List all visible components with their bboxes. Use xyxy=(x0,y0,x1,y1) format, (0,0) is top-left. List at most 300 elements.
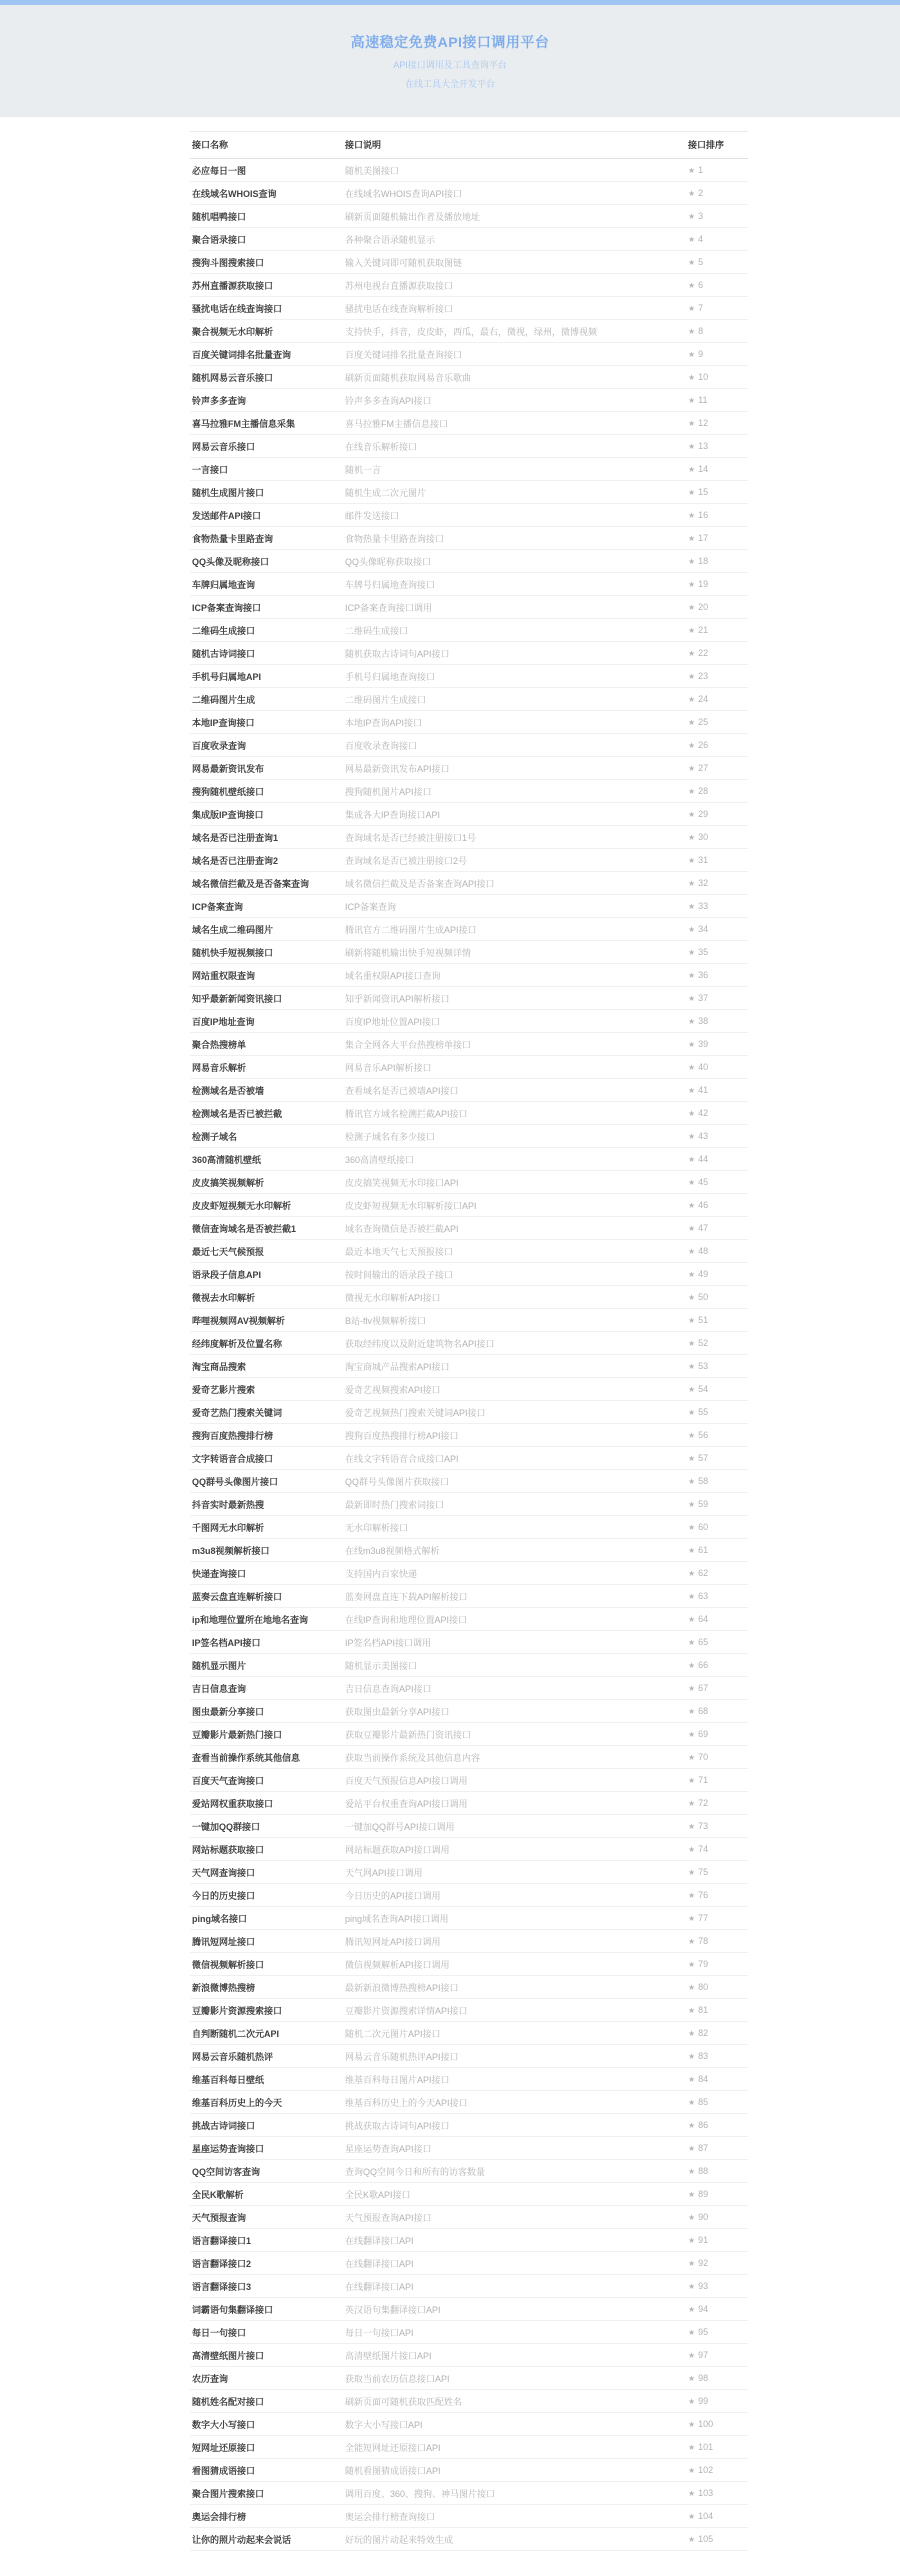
order-number: 74 xyxy=(698,1844,709,1854)
api-name-link[interactable]: 维基百科每日壁纸 xyxy=(192,2074,265,2085)
api-description: QQ头像昵称获取接口 xyxy=(345,556,432,567)
table-row xyxy=(190,987,748,1010)
api-name-link[interactable]: 千图网无水印解析 xyxy=(192,1522,265,1533)
api-description: 随机看图猜成语接口API xyxy=(345,2465,441,2476)
api-name-link[interactable]: 域名是否已注册查询1 xyxy=(192,832,279,843)
star-icon: ★ xyxy=(688,878,696,888)
api-order xyxy=(688,556,746,566)
api-name-link[interactable]: 一言接口 xyxy=(192,464,229,475)
api-name-link[interactable]: 爱站网权重获取接口 xyxy=(192,1798,274,1809)
star-icon: ★ xyxy=(688,395,696,405)
api-description: 皮皮搞笑视频无水印接口API xyxy=(345,1177,459,1188)
api-name-link[interactable]: m3u8视频解析接口 xyxy=(192,1545,270,1556)
api-name-link[interactable]: 抖音实时最新热搜 xyxy=(192,1499,265,1510)
api-name-link[interactable]: 网易云音乐随机热评 xyxy=(192,2051,274,2062)
api-order xyxy=(688,855,746,865)
api-description: 每日一句接口API xyxy=(345,2327,414,2338)
table-row xyxy=(190,1079,748,1102)
api-name-link[interactable]: 检测域名是否已被拦截 xyxy=(192,1108,283,1119)
star-icon: ★ xyxy=(688,786,696,796)
api-description: 天气预报查询API接口 xyxy=(345,2212,432,2223)
star-icon: ★ xyxy=(688,2373,696,2383)
api-name-link[interactable]: 全民K歌解析 xyxy=(192,2189,244,2200)
api-name-link[interactable]: 网站标题获取接口 xyxy=(192,1844,265,1855)
api-name-link[interactable]: 微信视频解析接口 xyxy=(192,1959,265,1970)
api-name-link[interactable]: 快递查询接口 xyxy=(192,1568,247,1579)
order-number: 105 xyxy=(698,2534,714,2544)
api-name-link[interactable]: 农历查询 xyxy=(192,2373,229,2384)
order-number: 60 xyxy=(698,1522,709,1532)
api-name-link[interactable]: 豆瓣影片资源搜索接口 xyxy=(192,2005,283,2016)
star-icon: ★ xyxy=(688,1867,696,1877)
api-name-link[interactable]: 最近七天气候预报 xyxy=(192,1246,265,1257)
star-icon: ★ xyxy=(688,2396,696,2406)
star-icon: ★ xyxy=(688,1016,696,1026)
order-number: 9 xyxy=(698,349,704,359)
table-row xyxy=(190,1884,748,1907)
api-name-link[interactable]: 每日一句接口 xyxy=(192,2327,247,2338)
order-number: 67 xyxy=(698,1683,709,1693)
api-name-link[interactable]: ip和地理位置所在地地名查询 xyxy=(192,1614,308,1625)
api-order xyxy=(688,533,746,543)
api-name-link[interactable]: 集成版IP查询接口 xyxy=(192,809,264,820)
api-order xyxy=(688,2534,746,2544)
table-row xyxy=(190,2390,748,2413)
api-name-link[interactable]: 皮皮搞笑视频解析 xyxy=(192,1177,265,1188)
api-order xyxy=(688,280,746,290)
table-row xyxy=(190,389,748,412)
api-order xyxy=(688,648,746,658)
order-number: 25 xyxy=(698,717,709,727)
api-description: 网易最新资讯发布API接口 xyxy=(345,763,450,774)
column-header-order: 接口排序 xyxy=(688,140,725,150)
api-description: 随机二次元图片API接口 xyxy=(345,2028,441,2039)
api-description: 奥运会排行榜查询接口 xyxy=(345,2511,436,2522)
table-row xyxy=(190,711,748,734)
api-description: 网易音乐API解析接口 xyxy=(345,1062,432,1073)
table-row xyxy=(190,2229,748,2252)
api-order xyxy=(688,1292,746,1302)
api-order xyxy=(688,2166,746,2176)
api-order xyxy=(688,1430,746,1440)
api-name-link[interactable]: 皮皮虾短视频无水印解析 xyxy=(192,1200,292,1211)
api-order xyxy=(688,2235,746,2245)
api-name-link[interactable]: 百度关键词排名批量查询 xyxy=(192,349,292,360)
api-order xyxy=(688,1637,746,1647)
api-description: 蓝奏网盘直连下载API解析接口 xyxy=(345,1591,468,1602)
api-order xyxy=(688,2189,746,2199)
api-name-link[interactable]: 二维码生成接口 xyxy=(192,625,256,636)
api-name-link[interactable]: ping域名接口 xyxy=(192,1913,247,1924)
api-name-link[interactable]: 域名是否已注册查询2 xyxy=(192,855,279,866)
table-row xyxy=(190,1332,748,1355)
api-name-link[interactable]: 语言翻译接口1 xyxy=(192,2235,252,2246)
api-order xyxy=(688,1476,746,1486)
table-row xyxy=(190,2367,748,2390)
order-number: 55 xyxy=(698,1407,709,1417)
star-icon: ★ xyxy=(688,1913,696,1923)
api-name-link[interactable]: 搜狗随机壁纸接口 xyxy=(192,786,265,797)
table-row xyxy=(190,1286,748,1309)
table-row xyxy=(190,2528,748,2551)
api-order xyxy=(688,694,746,704)
api-name-link[interactable]: 聚合视频无水印解析 xyxy=(192,326,274,337)
star-icon: ★ xyxy=(688,809,696,819)
api-name-link[interactable]: 词霸语句集翻译接口 xyxy=(192,2304,274,2315)
api-name-link[interactable]: 爱奇艺热门搜索关键词 xyxy=(192,1407,283,1418)
api-order xyxy=(688,234,746,244)
table-row xyxy=(190,2114,748,2137)
api-description: 支持国内百家快递 xyxy=(345,1568,418,1579)
api-name-link[interactable]: 哔哩视频网AV视频解析 xyxy=(192,1315,285,1326)
star-icon: ★ xyxy=(688,2166,696,2176)
order-number: 88 xyxy=(698,2166,709,2176)
api-name-link[interactable]: 新浪微博热搜榜 xyxy=(192,1982,256,1993)
api-description: 域名微信拦截及是否备案查询API接口 xyxy=(345,878,495,889)
star-icon: ★ xyxy=(688,740,696,750)
api-description: IP签名档API接口调用 xyxy=(345,1637,432,1648)
api-name-link[interactable]: 网易云音乐接口 xyxy=(192,441,256,452)
api-name-link[interactable]: 图虫最新分享接口 xyxy=(192,1706,265,1717)
api-description: 获取当前操作系统及其他信息内容 xyxy=(345,1752,481,1763)
api-name-link[interactable]: 360高清随机壁纸 xyxy=(192,1154,262,1165)
order-number: 102 xyxy=(698,2465,714,2475)
api-description: 二维码生成接口 xyxy=(345,625,409,636)
api-order xyxy=(688,1085,746,1095)
api-name-link[interactable]: 手机号归属地API xyxy=(192,671,262,682)
api-name-link[interactable]: 域名生成二维码图片 xyxy=(192,924,274,935)
star-icon: ★ xyxy=(688,2304,696,2314)
table-row xyxy=(190,757,748,780)
star-icon: ★ xyxy=(688,1361,696,1371)
api-name-link[interactable]: 聚合热搜榜单 xyxy=(192,1039,247,1050)
api-order xyxy=(688,970,746,980)
order-number: 47 xyxy=(698,1223,709,1233)
api-name-link[interactable]: 食物热量卡里路查询 xyxy=(192,533,274,544)
order-number: 45 xyxy=(698,1177,709,1187)
star-icon: ★ xyxy=(688,2465,696,2475)
api-order xyxy=(688,1269,746,1279)
api-name-link[interactable]: 奥运会排行榜 xyxy=(192,2511,247,2522)
table-row xyxy=(190,803,748,826)
api-order xyxy=(688,993,746,1003)
api-description: 获取豆瓣影片最新热门资讯接口 xyxy=(345,1729,472,1740)
api-name-link[interactable]: 随机网易云音乐接口 xyxy=(192,372,274,383)
api-name-link[interactable]: 网站重权限查询 xyxy=(192,970,256,981)
star-icon: ★ xyxy=(688,349,696,359)
api-description: 按时间输出的语录段子接口 xyxy=(345,1269,454,1280)
api-name-link[interactable]: 车牌归属地查询 xyxy=(192,579,256,590)
star-icon: ★ xyxy=(688,1959,696,1969)
api-name-link[interactable]: 网易最新资讯发布 xyxy=(192,763,265,774)
order-number: 11 xyxy=(698,395,708,405)
order-number: 27 xyxy=(698,763,709,773)
table-row xyxy=(190,2321,748,2344)
api-description: 手机号归属地查询接口 xyxy=(345,671,436,682)
page-header xyxy=(0,5,900,117)
table-row xyxy=(190,1999,748,2022)
api-name-link[interactable]: 星座运势查询接口 xyxy=(192,2143,265,2154)
star-icon: ★ xyxy=(688,1384,696,1394)
api-name-link[interactable]: 淘宝商品搜索 xyxy=(192,1361,247,1372)
api-description: 域名重权限API接口查询 xyxy=(345,970,441,981)
api-order xyxy=(688,1913,746,1923)
api-name-link[interactable]: 随机生成图片接口 xyxy=(192,487,265,498)
api-name-link[interactable]: 检测域名是否被墙 xyxy=(192,1085,265,1096)
api-description: 最新即时热门搜索词接口 xyxy=(345,1499,445,1510)
api-description: 获取图虫最新分享API接口 xyxy=(345,1706,450,1717)
table-row xyxy=(190,1608,748,1631)
api-name-link[interactable]: 搜狗斗图搜索接口 xyxy=(192,257,265,268)
star-icon: ★ xyxy=(688,2327,696,2337)
api-order xyxy=(688,1890,746,1900)
order-number: 51 xyxy=(698,1315,709,1325)
api-order xyxy=(688,1867,746,1877)
order-number: 87 xyxy=(698,2143,709,2153)
star-icon: ★ xyxy=(688,2350,696,2360)
api-name-link[interactable]: 搜狗百度热搜排行榜 xyxy=(192,1430,274,1441)
api-name-link[interactable]: 维基百科历史上的今天 xyxy=(192,2097,283,2108)
api-order xyxy=(688,1407,746,1417)
table-row xyxy=(190,1953,748,1976)
star-icon: ★ xyxy=(688,2511,696,2521)
api-name-link[interactable]: 在线域名WHOIS查询 xyxy=(192,188,277,199)
api-name-link[interactable]: 让你的照片动起来会说话 xyxy=(192,2534,292,2545)
api-name-link[interactable]: 微视去水印解析 xyxy=(192,1292,256,1303)
api-description: 最近本地天气七天预报接口 xyxy=(345,1246,454,1257)
api-name-link[interactable]: 蓝奏云盘直连解析接口 xyxy=(192,1591,283,1602)
api-name-link[interactable]: 随机唱鸭接口 xyxy=(192,211,247,222)
api-name-link[interactable]: 聚合语录接口 xyxy=(192,234,247,245)
table-row xyxy=(190,1148,748,1171)
table-row xyxy=(190,1539,748,1562)
api-name-link[interactable]: 随机显示图片 xyxy=(192,1660,247,1671)
order-number: 91 xyxy=(698,2235,709,2245)
table-row xyxy=(190,1447,748,1470)
api-name-link[interactable]: 发送邮件API接口 xyxy=(192,510,262,521)
api-name-link[interactable]: 语言翻译接口3 xyxy=(192,2281,252,2292)
api-order xyxy=(688,602,746,612)
api-description: ICP备案查询接口调用 xyxy=(345,602,433,613)
order-number: 54 xyxy=(698,1384,709,1394)
api-name-link[interactable]: 喜马拉雅FM主播信息采集 xyxy=(192,418,295,429)
api-name-link[interactable]: 挑战古诗词接口 xyxy=(192,2120,256,2131)
api-name-link[interactable]: 知乎最新新闻资讯接口 xyxy=(192,993,283,1004)
api-description: 集合全网各大平台热搜榜单接口 xyxy=(345,1039,472,1050)
api-name-link[interactable]: 检测子域名 xyxy=(192,1131,238,1142)
column-header-desc: 接口说明 xyxy=(345,140,382,150)
order-number: 73 xyxy=(698,1821,709,1831)
table-row xyxy=(190,2298,748,2321)
order-number: 46 xyxy=(698,1200,709,1210)
table-row xyxy=(190,2022,748,2045)
order-number: 75 xyxy=(698,1867,709,1877)
star-icon: ★ xyxy=(688,2235,696,2245)
star-icon: ★ xyxy=(688,1292,696,1302)
api-name-link[interactable]: 语言翻译接口2 xyxy=(192,2258,252,2269)
api-name-link[interactable]: 今日的历史接口 xyxy=(192,1890,256,1901)
api-description: 星座运势查询API接口 xyxy=(345,2143,432,2154)
api-name-link[interactable]: 高清壁纸图片接口 xyxy=(192,2350,265,2361)
api-order xyxy=(688,878,746,888)
api-name-link[interactable]: QQ群号头像图片接口 xyxy=(192,1476,279,1487)
order-number: 53 xyxy=(698,1361,709,1371)
api-name-link[interactable]: 天气预报查询 xyxy=(192,2212,247,2223)
star-icon: ★ xyxy=(688,1821,696,1831)
api-name-link[interactable]: ICP备案查询 xyxy=(192,901,244,912)
api-name-link[interactable]: 随机古诗词接口 xyxy=(192,648,256,659)
table-row xyxy=(190,458,748,481)
table-row xyxy=(190,2459,748,2482)
api-name-link[interactable]: 爱奇艺影片搜索 xyxy=(192,1384,256,1395)
api-name-link[interactable]: 百度IP地址查询 xyxy=(192,1016,255,1027)
api-name-link[interactable]: 铃声多多查询 xyxy=(192,395,247,406)
api-name-link[interactable]: 网易音乐解析 xyxy=(192,1062,247,1073)
api-name-link[interactable]: 域名微信拦截及是否备案查询 xyxy=(192,878,310,889)
api-order xyxy=(688,2304,746,2314)
api-name-link[interactable]: 吉日信息查询 xyxy=(192,1683,247,1694)
api-description: 一键加QQ群号API接口调用 xyxy=(345,1821,455,1832)
order-number: 10 xyxy=(698,372,709,382)
table-row xyxy=(190,1792,748,1815)
star-icon: ★ xyxy=(688,1936,696,1946)
api-name-link[interactable]: 数字大小写接口 xyxy=(192,2419,256,2430)
api-order xyxy=(688,372,746,382)
api-name-link[interactable]: 一键加QQ群接口 xyxy=(192,1821,261,1832)
api-name-link[interactable]: ICP备案查询接口 xyxy=(192,602,262,613)
api-order xyxy=(688,1775,746,1785)
table-row xyxy=(190,1700,748,1723)
order-number: 101 xyxy=(698,2442,714,2452)
order-number: 38 xyxy=(698,1016,709,1026)
api-name-link[interactable]: 经纬度解析及位置名称 xyxy=(192,1338,283,1349)
api-name-link[interactable]: 百度天气查询接口 xyxy=(192,1775,265,1786)
star-icon: ★ xyxy=(688,165,696,175)
api-description: 在线文字转语音合成接口API xyxy=(345,1453,459,1464)
api-description: 随机获取古诗词句API接口 xyxy=(345,648,450,659)
api-name-link[interactable]: 百度收录查询 xyxy=(192,740,247,751)
api-order xyxy=(688,1729,746,1739)
star-icon: ★ xyxy=(688,1545,696,1555)
api-order xyxy=(688,2373,746,2383)
api-order xyxy=(688,1568,746,1578)
api-description: 随机生成二次元图片 xyxy=(345,487,427,498)
table-row xyxy=(190,1309,748,1332)
api-name-link[interactable]: 二维码图片生成 xyxy=(192,694,256,705)
table-row xyxy=(190,1401,748,1424)
api-name-link[interactable]: 文字转语音合成接口 xyxy=(192,1453,274,1464)
api-description: 输入关键词即可随机获取图链 xyxy=(345,257,463,268)
api-order xyxy=(688,786,746,796)
api-name-link[interactable]: IP签名档API接口 xyxy=(192,1637,261,1648)
table-row xyxy=(190,665,748,688)
api-name-link[interactable]: 语录段子信息API xyxy=(192,1269,262,1280)
api-name-link[interactable]: QQ空间访客查询 xyxy=(192,2166,261,2177)
table-row xyxy=(190,941,748,964)
star-icon: ★ xyxy=(688,1522,696,1532)
api-name-link[interactable]: 豆瓣影片最新热门接口 xyxy=(192,1729,283,1740)
table-row xyxy=(190,2160,748,2183)
table-row xyxy=(190,826,748,849)
order-number: 76 xyxy=(698,1890,709,1900)
api-name-link[interactable]: 微信查询域名是否被拦截1 xyxy=(192,1223,297,1234)
star-icon: ★ xyxy=(688,1568,696,1578)
api-description: 豆瓣影片资源搜索详情API接口 xyxy=(345,2005,468,2016)
order-number: 18 xyxy=(698,556,709,566)
api-description: 知乎新闻资讯API解析接口 xyxy=(345,993,450,1004)
table-row xyxy=(190,550,748,573)
api-name-link[interactable]: 腾讯短网址接口 xyxy=(192,1936,256,1947)
api-name-link[interactable]: 天气网查询接口 xyxy=(192,1867,256,1878)
api-name-link[interactable]: 本地IP查询接口 xyxy=(192,717,255,728)
table-row xyxy=(190,2344,748,2367)
api-name-link[interactable]: 自判断随机二次元API xyxy=(192,2028,280,2039)
api-description: 好玩的图片动起来特效生成 xyxy=(345,2534,454,2545)
api-name-link[interactable]: 看图猜成语接口 xyxy=(192,2465,256,2476)
order-number: 32 xyxy=(698,878,709,888)
api-order xyxy=(688,579,746,589)
api-order xyxy=(688,1062,746,1072)
api-order xyxy=(688,2419,746,2429)
table-row xyxy=(190,872,748,895)
api-name-link[interactable]: 短网址还原接口 xyxy=(192,2442,256,2453)
star-icon: ★ xyxy=(688,717,696,727)
api-description: 在线翻译接口API xyxy=(345,2235,414,2246)
api-order xyxy=(688,1246,746,1256)
star-icon: ★ xyxy=(688,1269,696,1279)
api-order xyxy=(688,1315,746,1325)
star-icon: ★ xyxy=(688,234,696,244)
order-number: 39 xyxy=(698,1039,709,1049)
star-icon: ★ xyxy=(688,2212,696,2222)
api-description: 二维码图片生成接口 xyxy=(345,694,427,705)
order-number: 24 xyxy=(698,694,709,704)
api-order xyxy=(688,2074,746,2084)
star-icon: ★ xyxy=(688,1982,696,1992)
table-row xyxy=(190,1056,748,1079)
order-number: 1 xyxy=(698,165,704,175)
star-icon: ★ xyxy=(688,694,696,704)
order-number: 83 xyxy=(698,2051,709,2061)
order-number: 43 xyxy=(698,1131,709,1141)
star-icon: ★ xyxy=(688,1039,696,1049)
table-row xyxy=(190,320,748,343)
table-row xyxy=(190,435,748,458)
api-name-link[interactable]: 苏州直播源获取接口 xyxy=(192,280,274,291)
order-number: 13 xyxy=(698,441,709,451)
api-description: 刷新将随机输出快手短视频详情 xyxy=(345,947,472,958)
star-icon: ★ xyxy=(688,1499,696,1509)
api-name-link[interactable]: 查看当前操作系统其他信息 xyxy=(192,1752,301,1763)
api-order xyxy=(688,2327,746,2337)
api-description: 支持快手，抖音，皮皮虾，西瓜，最右，微视，绿州，微博视频 xyxy=(345,326,598,337)
api-name-link[interactable]: 必应每日一图 xyxy=(192,165,247,176)
star-icon: ★ xyxy=(688,1085,696,1095)
order-number: 36 xyxy=(698,970,709,980)
table-row xyxy=(190,2206,748,2229)
table-row xyxy=(190,1677,748,1700)
api-order xyxy=(688,395,746,405)
api-name-link[interactable]: 随机快手短视频接口 xyxy=(192,947,274,958)
api-name-link[interactable]: 聚合图片搜索接口 xyxy=(192,2488,265,2499)
api-description: 百度天气预报信息API接口调用 xyxy=(345,1775,468,1786)
api-description: 食物热量卡里路查询接口 xyxy=(345,533,445,544)
api-name-link[interactable]: QQ头像及昵称接口 xyxy=(192,556,270,567)
api-name-link[interactable]: 随机姓名配对接口 xyxy=(192,2396,265,2407)
api-description: 微视无水印解析API接口 xyxy=(345,1292,441,1303)
star-icon: ★ xyxy=(688,280,696,290)
api-name-link[interactable]: 骚扰电话在线查询接口 xyxy=(192,303,283,314)
